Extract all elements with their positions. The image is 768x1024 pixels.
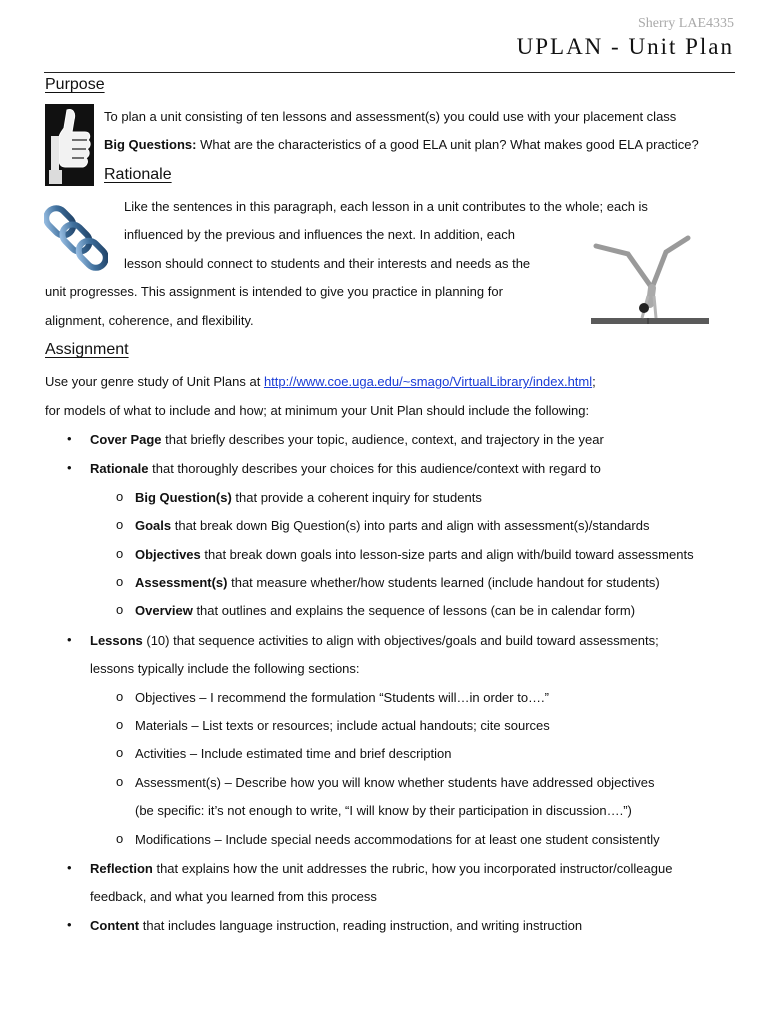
assignment-intro-line-2: for models of what to include and how; at minimum your Unit Plan should include the following: <box>45 403 590 418</box>
rationale-sub-item <box>135 603 635 618</box>
sub-item-text: that outlines and explains the sequence of lessons (can be in calendar form) <box>192 603 636 618</box>
sub-item-label: Overview <box>135 603 193 618</box>
rationale-line-1: Like the sentences in this paragraph, each lesson in a unit contributes to the whole; each is <box>124 199 648 214</box>
lesson-sub-item: Assessment(s) – Describe how you will know whether students have addressed objectives <box>135 775 655 790</box>
thumbs-up-icon <box>45 104 94 186</box>
cover-page-text: that briefly describes your topic, audience, context, and trajectory in the year <box>161 432 604 447</box>
chain-link-icon <box>44 198 108 278</box>
header-divider <box>44 72 735 73</box>
gymnast-icon <box>588 232 712 328</box>
reflection-text: that explains how the unit addresses the rubric, how you incorporated instructor/colleague <box>152 861 673 876</box>
bullet-reflection: • <box>67 860 72 875</box>
lesson-sub-item: Modifications – Include special needs accommodations for at least one student consistently <box>135 832 660 847</box>
bullet-lessons: • <box>67 632 72 647</box>
cover-page-item <box>90 432 604 447</box>
bullet-rationale: • <box>67 460 72 475</box>
virtual-library-link[interactable]: http://www.coe.uga.edu/~smago/VirtualLibrary/index.html <box>263 374 593 389</box>
lesson-sub-item: Activities – Include estimated time and brief description <box>135 746 452 761</box>
intro-suffix: ; <box>592 374 596 389</box>
purpose-heading: Purpose <box>45 76 105 93</box>
rationale-line-2: influenced by the previous and influences the next. In addition, each <box>124 227 515 242</box>
sub-item-label: Objectives <box>135 547 201 562</box>
rationale-line-5: alignment, coherence, and flexibility. <box>45 313 254 328</box>
rationale-sub-item <box>135 547 694 562</box>
big-questions-line <box>104 137 699 152</box>
content-text: that includes language instruction, reading instruction, and writing instruction <box>139 918 583 933</box>
bullet-cover: • <box>67 431 72 446</box>
sub-item-text: that break down Big Question(s) into parts and align with assessment(s)/standards <box>171 518 650 533</box>
reflection-label: Reflection <box>90 861 153 876</box>
big-questions-text: What are the characteristics of a good ELA unit plan? What makes good ELA practice? <box>196 137 699 152</box>
lessons-label: Lessons <box>90 633 143 648</box>
lesson-sub-item: Objectives – I recommend the formulation “Students will…in order to….” <box>135 690 550 705</box>
purpose-text: To plan a unit consisting of ten lessons and assessment(s) you could use with your placement class <box>104 109 677 124</box>
lessons-item <box>90 633 659 648</box>
sub-item-text: that measure whether/how students learned (include handout for students) <box>227 575 660 590</box>
rationale-line-4: unit progresses. This assignment is intended to give you practice in planning for <box>45 284 503 299</box>
sub-item-label: Big Question(s) <box>135 490 232 505</box>
document-title: UPLAN - Unit Plan <box>516 34 734 59</box>
sub-bullet: o <box>116 831 124 846</box>
rationale-line-3: lesson should connect to students and their interests and needs as the <box>124 256 531 271</box>
author-label: Sherry LAE4335 <box>637 16 734 31</box>
lesson-sub-item-continued: (be specific: it’s not enough to write, “I will know by their participation in discussion….”) <box>135 803 632 818</box>
sub-bullet: o <box>116 774 124 789</box>
sub-bullet: o <box>116 689 124 704</box>
sub-bullet: o <box>116 574 124 589</box>
rationale-item-label: Rationale <box>90 461 149 476</box>
sub-item-text: that break down goals into lesson-size parts and align with/build toward assessments <box>200 547 694 562</box>
sub-bullet: o <box>116 745 124 760</box>
rationale-item <box>90 461 601 476</box>
assignment-heading: Assignment <box>45 341 129 358</box>
rationale-heading: Rationale <box>104 166 172 183</box>
sub-bullet: o <box>116 517 124 532</box>
sub-bullet: o <box>116 489 124 504</box>
sub-bullet: o <box>116 602 124 617</box>
sub-item-label: Goals <box>135 518 172 533</box>
sub-bullet: o <box>116 546 124 561</box>
content-label: Content <box>90 918 140 933</box>
rationale-sub-item <box>135 575 660 590</box>
reflection-line-2: feedback, and what you learned from this process <box>90 889 377 904</box>
rationale-sub-item <box>135 490 482 505</box>
intro-prefix: Use your genre study of Unit Plans at <box>45 374 264 389</box>
sub-item-text: that provide a coherent inquiry for students <box>231 490 482 505</box>
big-questions-label: Big Questions: <box>104 137 197 152</box>
lessons-line-2: lessons typically include the following sections: <box>90 661 360 676</box>
bullet-content: • <box>67 917 72 932</box>
assignment-intro-line-1 <box>45 374 596 389</box>
rationale-sub-item <box>135 518 649 533</box>
reflection-item <box>90 861 672 876</box>
content-item <box>90 918 582 933</box>
lessons-text: (10) that sequence activities to align with objectives/goals and build toward assessments; <box>142 633 659 648</box>
cover-page-label: Cover Page <box>90 432 162 447</box>
sub-bullet: o <box>116 717 124 732</box>
rationale-item-text: that thoroughly describes your choices for this audience/context with regard to <box>148 461 601 476</box>
lesson-sub-item: Materials – List texts or resources; include actual handouts; cite sources <box>135 718 550 733</box>
sub-item-label: Assessment(s) <box>135 575 228 590</box>
